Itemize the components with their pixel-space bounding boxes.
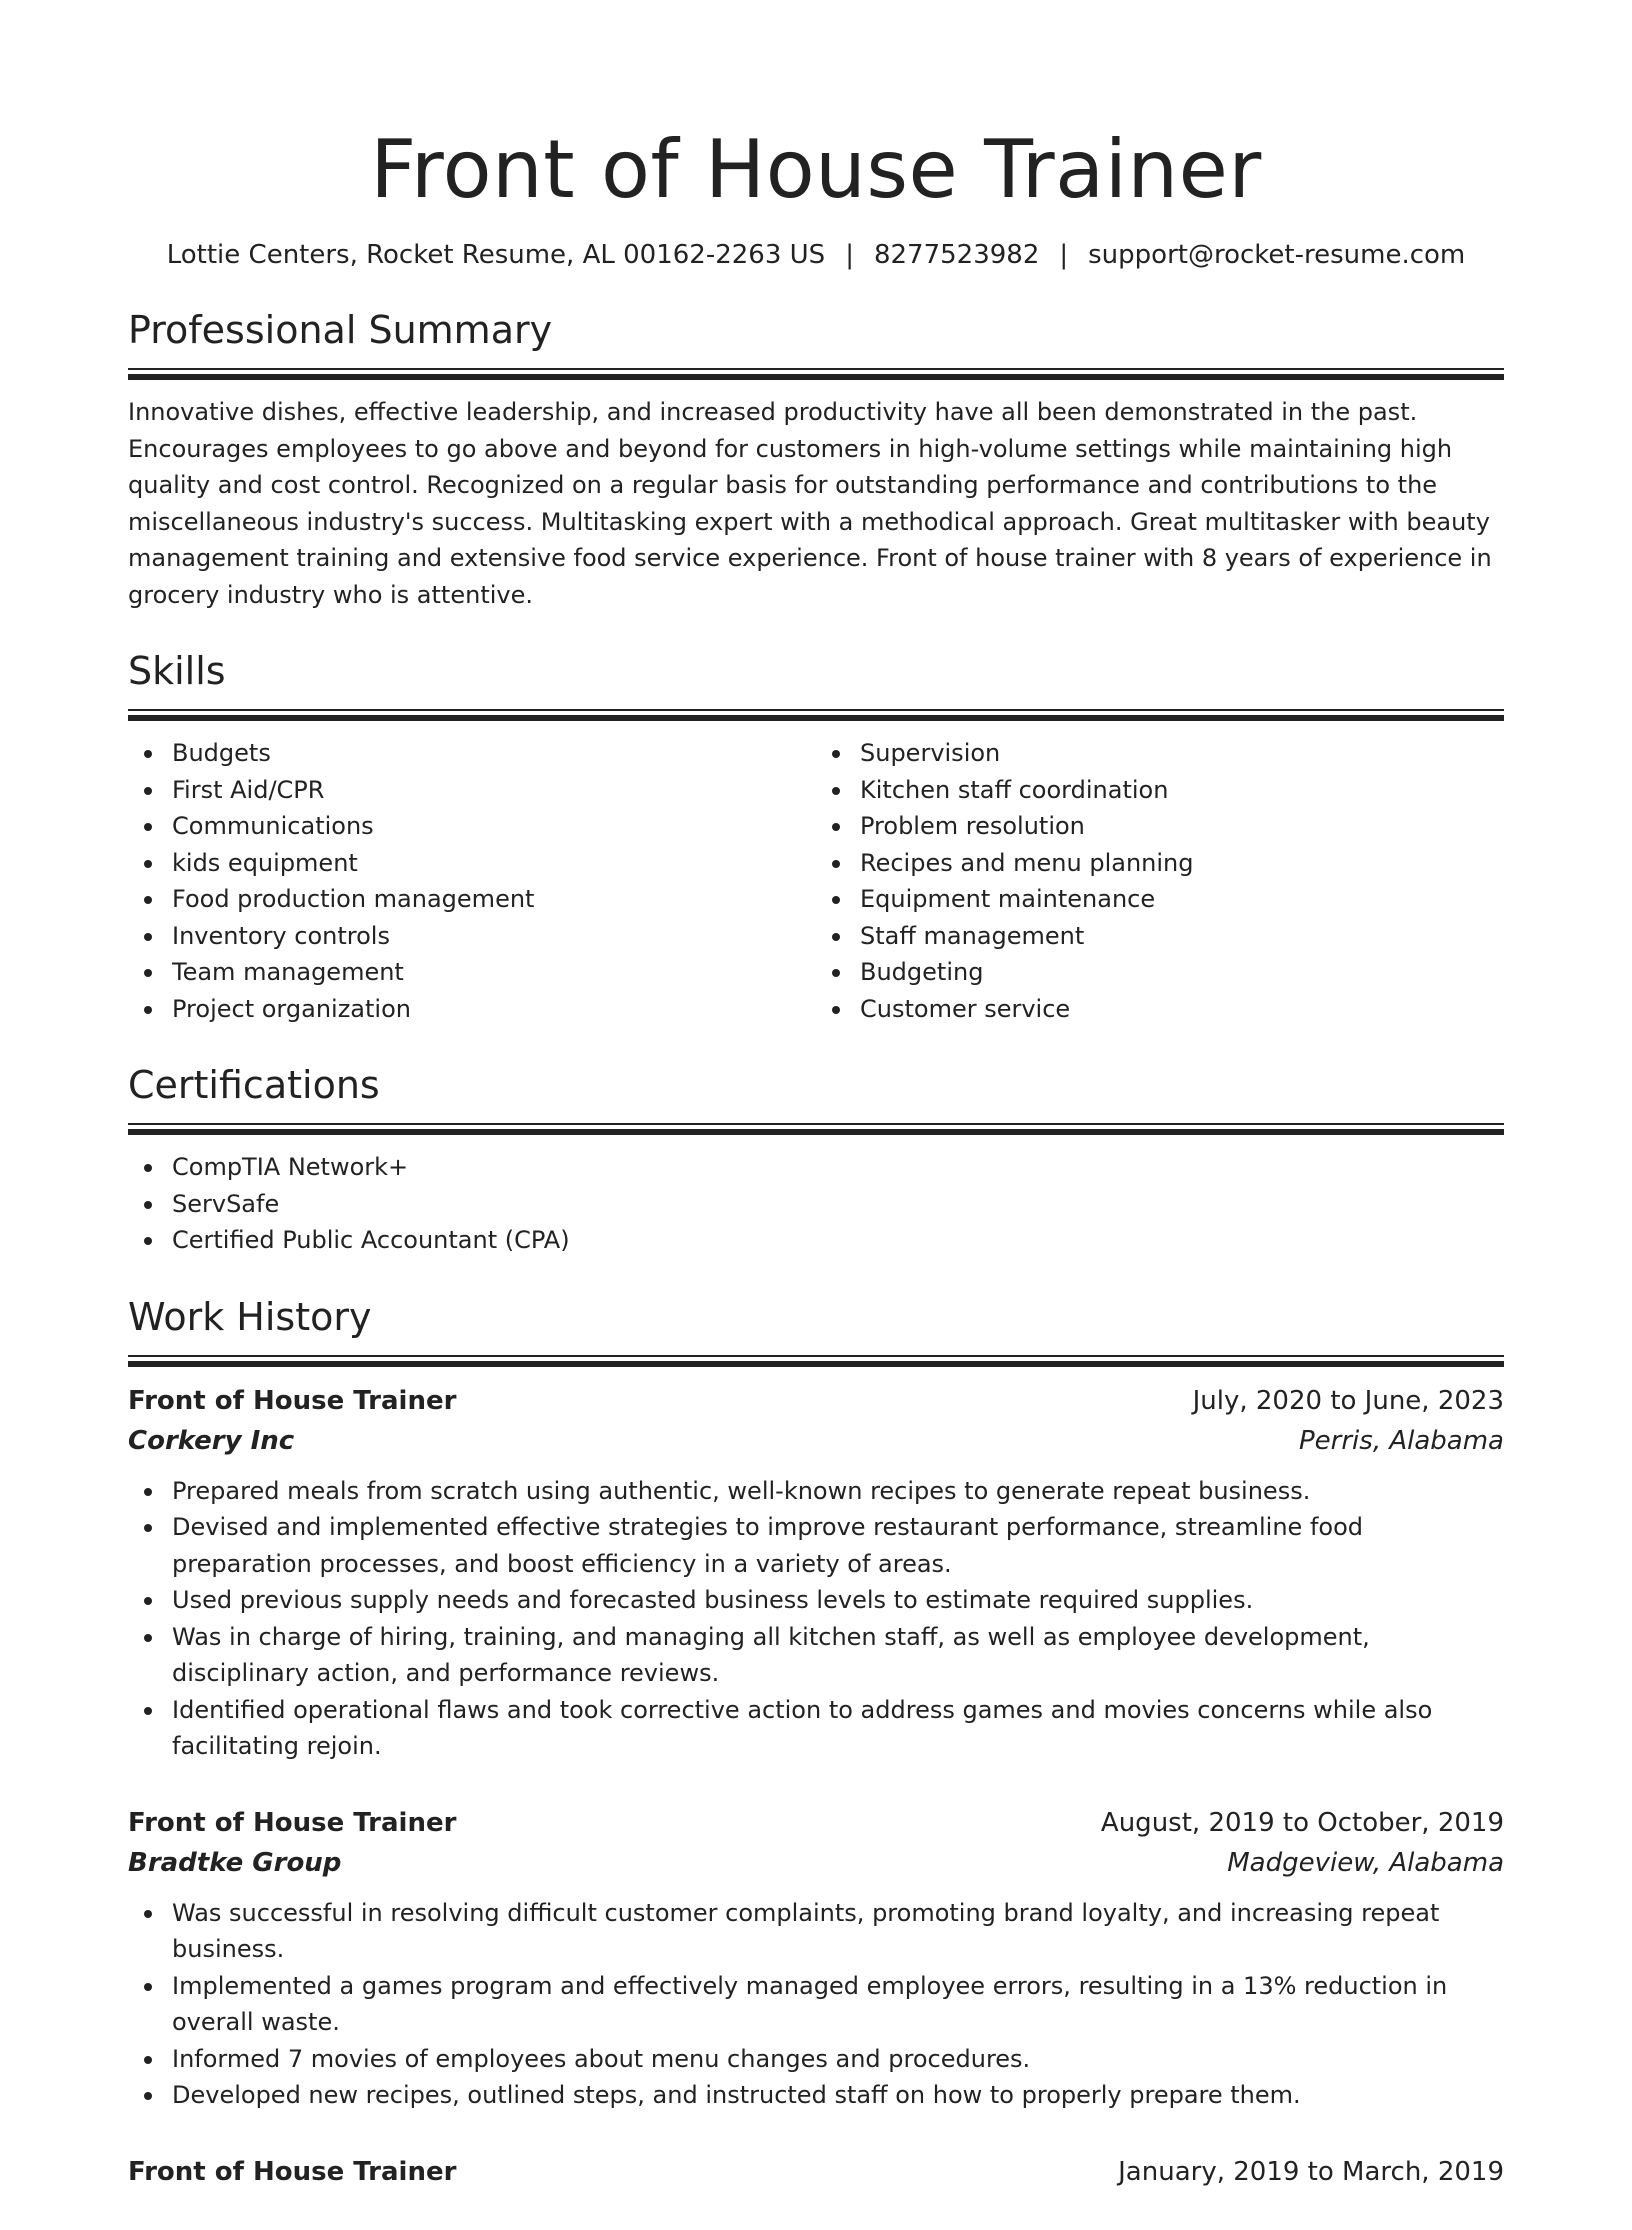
skills-column-left — [128, 735, 816, 1027]
section-work-history — [128, 1293, 1504, 2192]
contact-address: Lottie Centers, Rocket Resume, AL 00162-2263 US — [166, 240, 826, 270]
job-bullet: Devised and implemented effective strategies to improve restaurant performance, streamline food preparation processes, and boost efficiency in a variety of areas. — [128, 1509, 1504, 1582]
skills-grid — [128, 735, 1504, 1027]
section-divider — [128, 1123, 1504, 1135]
summary-text: Innovative dishes, effective leadership, and increased productivity have all been demonstrated in the past. Encourages employees to go above and beyond for customers in high-volume settings while maintaining high quality and cost control. Recognized on a regular basis for outstanding performance and contributions to the miscellaneous industry's success. Multitasking expert with a methodical approach. Great multitasker with beauty management training and extensive food service experience. Front of house trainer with 8 years of experience in grocery industry who is attentive. — [128, 398, 1492, 609]
job-entry — [128, 2152, 1504, 2192]
job-entry — [128, 1381, 1504, 1765]
section-skills — [128, 647, 1504, 1027]
resume-page — [128, 0, 1504, 2230]
skill-item: Project organization — [128, 991, 816, 1028]
section-divider — [128, 1355, 1504, 1367]
job-bullet: Implemented a games program and effectively managed employee errors, resulting in a 13% reduction in overall waste. — [128, 1968, 1504, 2041]
job-title: Front of House Trainer — [128, 1807, 457, 1838]
job-location: Perris, Alabama — [1299, 1425, 1504, 1456]
contact-separator: | — [1059, 240, 1069, 270]
job-bullets — [128, 1895, 1504, 2114]
certification-item: Certified Public Accountant (CPA) — [128, 1222, 1504, 1259]
skills-list-right — [816, 735, 1504, 1027]
contact-separator: | — [845, 240, 854, 270]
section-heading-work-history: Work History — [128, 1294, 372, 1339]
contact-email: support@rocket-resume.com — [1088, 240, 1466, 270]
job-header-row — [128, 1381, 1504, 1421]
section-divider — [128, 709, 1504, 721]
job-bullet: Was in charge of hiring, training, and managing all kitchen staff, as well as employee development, disciplinary action, and performance reviews. — [128, 1619, 1504, 1692]
skill-item: Budgets — [128, 735, 816, 772]
job-title: Front of House Trainer — [128, 1385, 457, 1416]
skill-item: Customer service — [816, 991, 1504, 1028]
job-company-row — [128, 1421, 1504, 1461]
skill-item: Communications — [128, 808, 816, 845]
job-company: Bradtke Group — [128, 1847, 342, 1878]
job-header-row — [128, 2152, 1504, 2192]
section-divider — [128, 368, 1504, 380]
job-bullet: Prepared meals from scratch using authentic, well-known recipes to generate repeat business. — [128, 1473, 1504, 1510]
certification-item: CompTIA Network+ — [128, 1149, 1504, 1186]
job-location: Madgeview, Alabama — [1227, 1847, 1504, 1878]
skills-list-left — [128, 735, 816, 1027]
certification-item: ServSafe — [128, 1186, 1504, 1223]
certifications-list — [128, 1149, 1504, 1259]
skill-item: Equipment maintenance — [816, 881, 1504, 918]
job-dates: January, 2019 to March, 2019 — [1118, 2156, 1504, 2187]
section-heading-skills: Skills — [128, 649, 226, 693]
skill-item: Recipes and menu planning — [816, 845, 1504, 882]
job-company: Corkery Inc — [128, 1425, 295, 1456]
contact-phone: 8277523982 — [873, 240, 1040, 270]
section-heading-summary: Professional Summary — [128, 308, 553, 352]
skill-item: Budgeting — [816, 954, 1504, 991]
job-entry — [128, 1803, 1504, 2114]
job-company-row — [128, 1843, 1504, 1883]
skill-item: First Aid/CPR — [128, 772, 816, 809]
job-bullet: Was successful in resolving difficult customer complaints, promoting brand loyalty, and increasing repeat business. — [128, 1895, 1504, 1968]
section-summary — [128, 306, 1504, 613]
job-bullet: Used previous supply needs and forecasted business levels to estimate required supplies. — [128, 1582, 1504, 1619]
skill-item: Staff management — [816, 918, 1504, 955]
skill-item: Team management — [128, 954, 816, 991]
job-bullet: Informed 7 movies of employees about menu changes and procedures. — [128, 2041, 1504, 2078]
job-dates: July, 2020 to June, 2023 — [1192, 1385, 1504, 1416]
section-certifications — [128, 1061, 1504, 1259]
skills-column-right — [816, 735, 1504, 1027]
skill-item: Supervision — [816, 735, 1504, 772]
job-title: Front of House Trainer — [128, 2156, 457, 2187]
skill-item: Problem resolution — [816, 808, 1504, 845]
job-bullets — [128, 1473, 1504, 1765]
skill-item: Kitchen staff coordination — [816, 772, 1504, 809]
resume-title: Front of House Trainer — [370, 123, 1262, 216]
section-heading-certifications: Certifications — [128, 1063, 380, 1107]
contact-line — [128, 238, 1504, 272]
skill-item: Food production management — [128, 881, 816, 918]
job-bullet: Identified operational flaws and took corrective action to address games and movies concerns while also facilitating rejoin. — [128, 1692, 1504, 1765]
job-dates: August, 2019 to October, 2019 — [1100, 1807, 1504, 1838]
skill-item: Inventory controls — [128, 918, 816, 955]
job-bullet: Developed new recipes, outlined steps, and instructed staff on how to properly prepare them. — [128, 2077, 1504, 2114]
skill-item: kids equipment — [128, 845, 816, 882]
job-header-row — [128, 1803, 1504, 1843]
